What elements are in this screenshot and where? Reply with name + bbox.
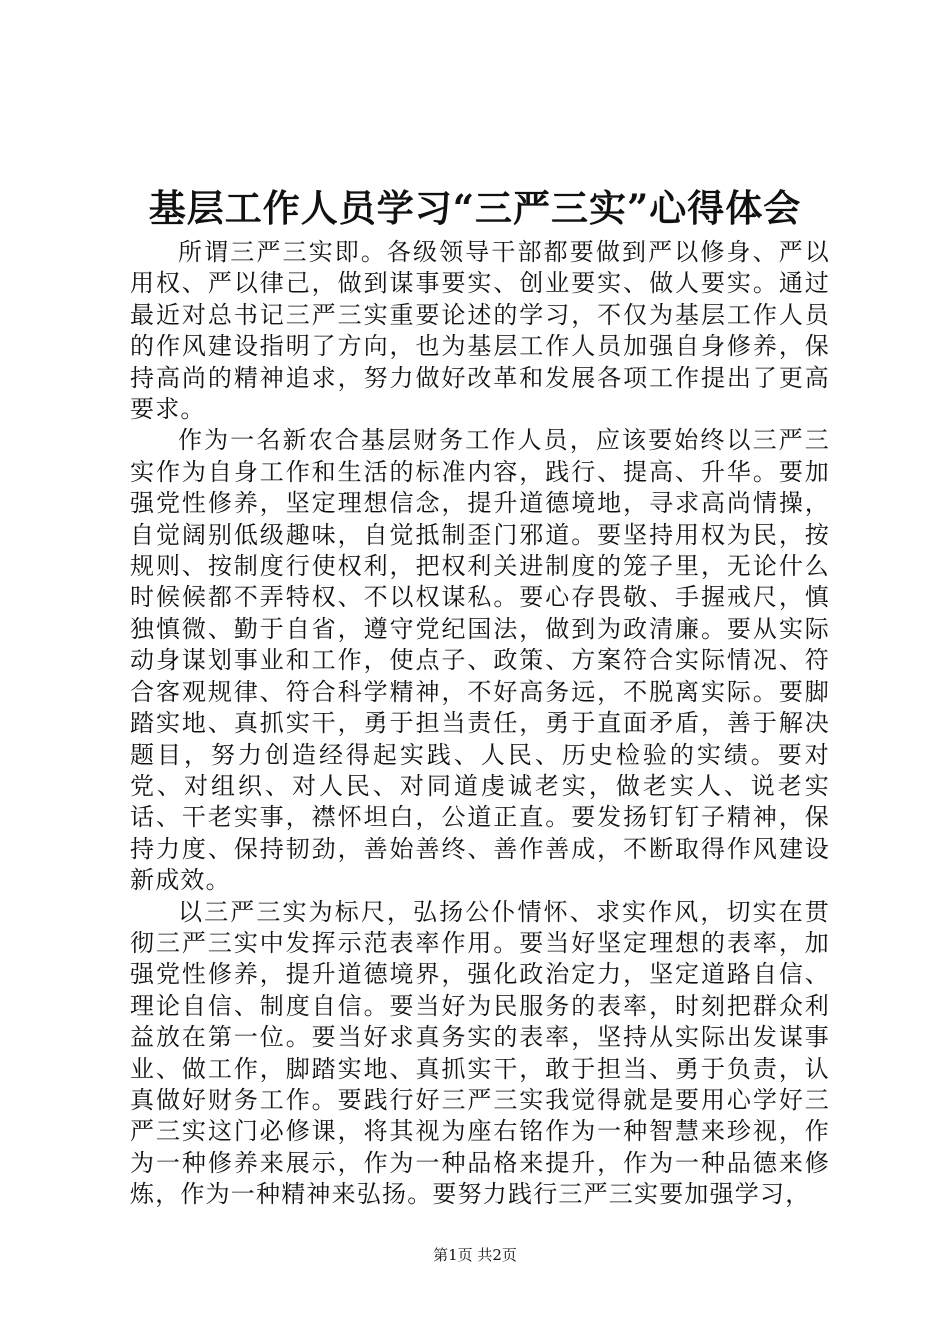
document-body <box>130 237 830 1211</box>
paragraph-2: 作为一名新农合基层财务工作人员，应该要始终以三严三实作为自身工作和生活的标准内容，践行、提高、升华。要加强党性修养，坚定理想信念，提升道德境地，寻求高尚情操，自觉阔别低级趣味，自觉抵制歪门邪道。要坚持用权为民，按规则、按制度行使权利，把权利关进制度的笼子里，无论什么时候候都不弄特权、不以权谋私。要心存畏敬、手握戒尺，慎独慎微、勤于自省，遵守党纪国法，做到为政清廉。要从实际动身谋划事业和工作，使点子、政策、方案符合实际情况、符合客观规律、符合科学精神，不好高务远，不脱离实际。要脚踏实地、真抓实干，勇于担当责任，勇于直面矛盾，善于解决题目，努力创造经得起实践、人民、历史检验的实绩。要对党、对组织、对人民、对同道虔诚老实，做老实人、说老实话、干老实事，襟怀坦白，公道正直。要发扬钉钉子精神，保持力度、保持韧劲，善始善终、善作善成，不断取得作风建设新成效。 <box>130 426 830 895</box>
page-number-footer: 第1页 共2页 <box>433 1246 517 1264</box>
paragraph-1: 所谓三严三实即。各级领导干部都要做到严以修身、严以用权、严以律己，做到谋事要实、创业要实、做人要实。通过最近对总书记三严三实重要论述的学习，不仅为基层工作人员的作风建设指明了方向，也为基层工作人员加强自身修养，保持高尚的精神追求，努力做好改革和发展各项工作提出了更高要求。 <box>130 238 830 424</box>
document-title: 基层工作人员学习“三严三实”心得体会 <box>148 186 802 230</box>
paragraph-3: 以三严三实为标尺，弘扬公仆情怀、求实作风，切实在贯彻三严三实中发挥示范表率作用。要当好坚定理想的表率，加强党性修养，提升道德境界，强化政治定力，坚定道路自信、理论自信、制度自信。要当好为民服务的表率，时刻把群众利益放在第一位。要当好求真务实的表率，坚持从实际出发谋事业、做工作，脚踏实地、真抓实干，敢于担当、勇于负责，认真做好财务工作。要践行好三严三实我觉得就是要用心学好三严三实这门必修课，将其视为座右铭作为一种智慧来珍视，作为一种修养来展示，作为一种品格来提升，作为一种品德来修炼，作为一种精神来弘扬。要努力践行三严三实要加强学习， <box>130 897 830 1209</box>
